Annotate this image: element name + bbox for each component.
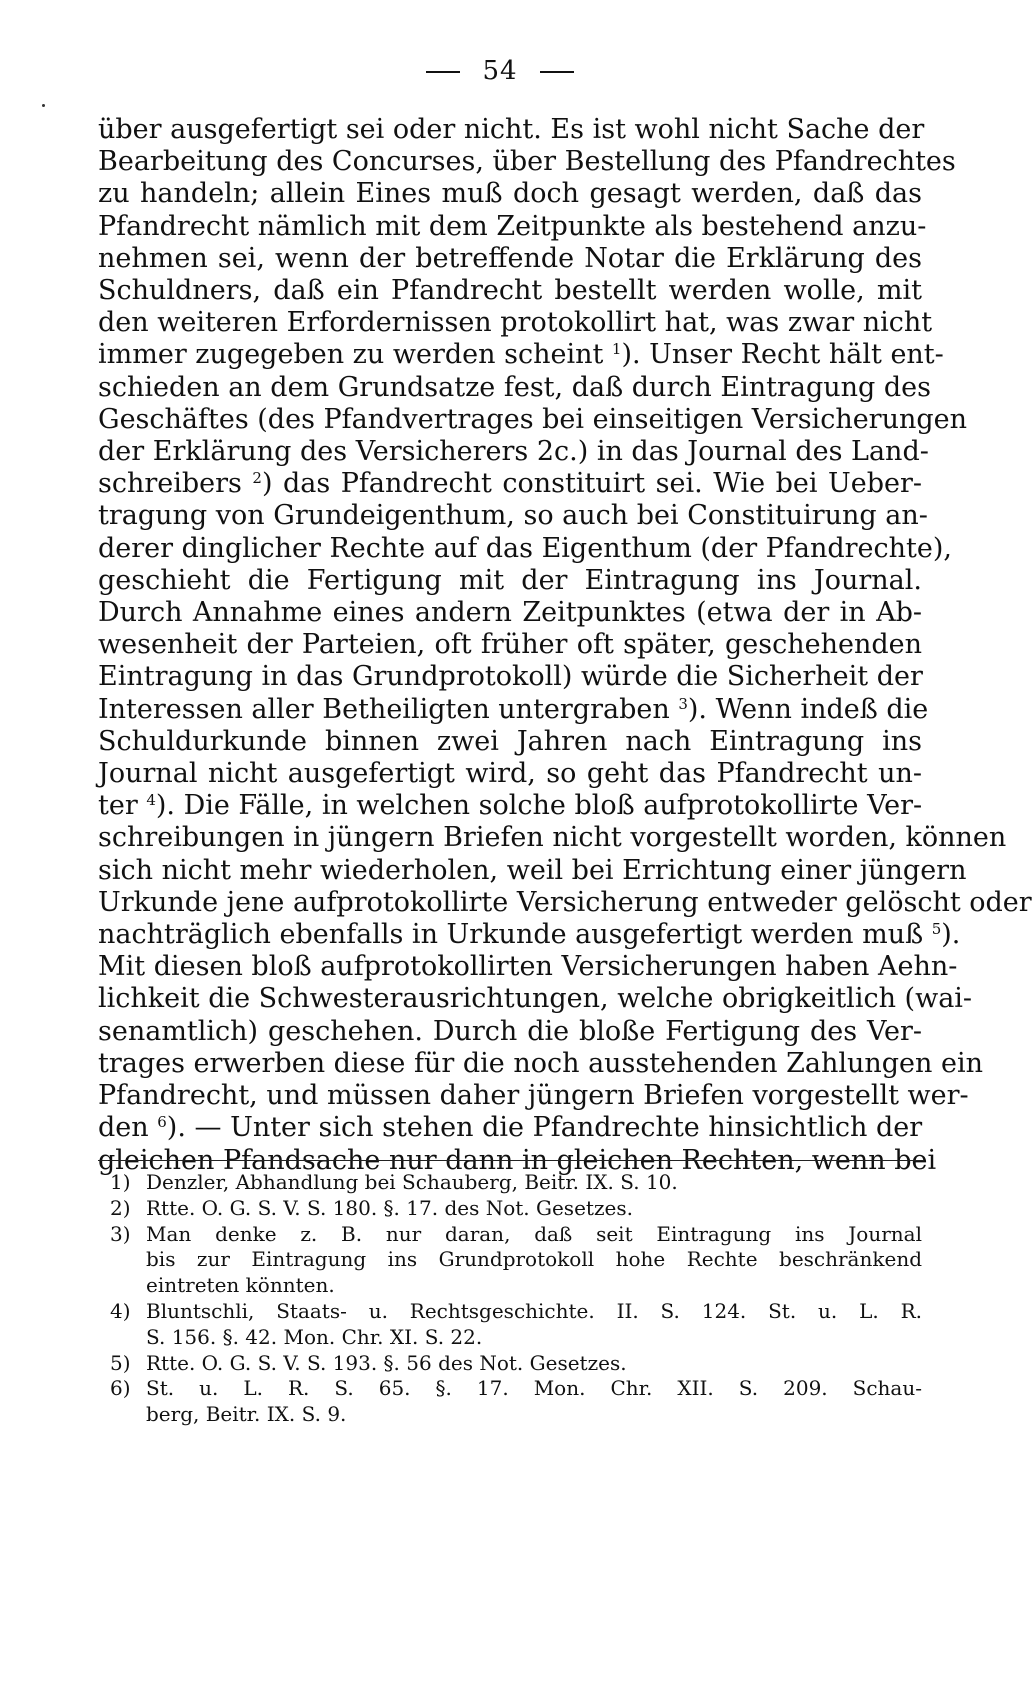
text-line: schreibungen in jüngern Briefen nicht vorgestellt worden, können: [98, 822, 1007, 854]
footnote-line: 1) Denzler, Abhandlung bei Schauberg, Beitr. IX. S. 10.: [110, 1170, 678, 1194]
page-number: [0, 56, 1000, 86]
footnote: [110, 1222, 922, 1299]
text-line: Geschäftes (des Pfandvertrages bei einseitigen Versicherungen: [98, 403, 968, 435]
footnote-ref: 3: [678, 694, 688, 713]
footnotes: [110, 1170, 922, 1428]
text-line: Eintragung in das Grundprotokoll) würde die Sicherheit der: [98, 661, 923, 693]
text-line: lichkeit die Schwesterausrichtungen, welche obrigkeitlich (wai-: [98, 983, 973, 1015]
text-line: nehmen sei, wenn der betreffende Notar die Erklärung des: [98, 242, 922, 274]
text-line: Schuldners, daß ein Pfandrecht bestellt werden wolle, mit: [98, 275, 922, 307]
text-line: Pfandrecht nämlich mit dem Zeitpunkte als bestehend anzu-: [98, 210, 927, 242]
footnote-ref: 1: [611, 340, 622, 359]
text-line: derer dinglicher Rechte auf das Eigenthum (der Pfandrechte),: [98, 532, 952, 564]
text-line: trages erwerben diese für die noch ausstehenden Zahlungen ein: [98, 1047, 983, 1079]
footnote-number: 5): [110, 1350, 131, 1375]
footnote-line: berg, Beitr. IX. S. 9.: [146, 1402, 347, 1427]
page-number-value: 54: [482, 56, 518, 86]
text-line: immer zugegeben zu werden scheint $^1$). Unser Recht hält ent-: [98, 339, 944, 371]
text-line: Pfandrecht, und müssen daher jüngern Briefen vorgestellt wer-: [98, 1080, 969, 1112]
text-line: sich nicht mehr wiederholen, weil bei Errichtung einer jüngern: [98, 854, 967, 886]
text-line: Bearbeitung des Concurses, über Bestellung des Pfandrechtes: [98, 146, 956, 178]
text-line: den $^6$). — Unter sich stehen die Pfandrechte hinsichtlich der: [98, 1112, 923, 1144]
footnote-number: 2): [110, 1195, 131, 1220]
footnote: [110, 1196, 922, 1222]
footnote-line: S. 156. §. 42. Mon. Chr. XI. S. 22.: [146, 1324, 483, 1349]
footnote-line: 2) Rtte. O. G. S. V. S. 180. §. 17. des Not. Gesetzes.: [110, 1195, 633, 1220]
text-line: zu handeln; allein Eines muß doch gesagt werden, daß das: [98, 178, 922, 210]
text-line: Durch Annahme eines andern Zeitpunktes (etwa der in Ab-: [98, 597, 922, 629]
main-text: [98, 114, 1032, 1177]
text-line: gleichen Pfandsache nur dann in gleichen Rechten, wenn bei: [98, 1144, 937, 1176]
text-line: nachträglich ebenfalls in Urkunde ausgefertigt werden muß $^5$).: [98, 919, 961, 951]
text-line: Urkunde jene aufprotokollirte Versicherung entweder gelöscht oder: [98, 886, 1032, 918]
text-line: Mit diesen bloß aufprotokollirten Versicherungen haben Aehn-: [98, 951, 958, 983]
text-line: Journal nicht ausgefertigt wird, so geht das Pfandrecht un-: [98, 758, 922, 790]
footnote-ref: 6: [157, 1113, 167, 1132]
footnote-number: 1): [110, 1170, 131, 1194]
text-line: der Erklärung des Versicherers 2c.) in das Journal des Land-: [98, 436, 929, 468]
footnote-number: 4): [110, 1298, 131, 1323]
footnote-line: 6) St. u. L. R. S. 65. §. 17. Mon. Chr. XII. S. 209. Schau-: [110, 1376, 922, 1401]
footnote-line: bis zur Eintragung ins Grundprotokoll hohe Rechte beschränkend: [146, 1247, 922, 1272]
footnote-rule: [98, 1160, 924, 1161]
ink-speck: [42, 104, 45, 107]
text-line: wesenheit der Parteien, oft früher oft später, geschehenden: [98, 629, 922, 661]
text-line: Schuldurkunde binnen zwei Jahren nach Eintragung ins: [98, 725, 922, 757]
text-line: schieden an dem Grundsatze fest, daß durch Eintragung des: [98, 371, 932, 403]
text-line: den weiteren Erfordernissen protokollirt hat, was zwar nicht: [98, 307, 933, 339]
text-line: Interessen aller Betheiligten untergraben $^3$). Wenn indeß die: [98, 693, 929, 725]
footnote: [110, 1351, 922, 1377]
text-line: ter $^4$). Die Fälle, in welchen solche bloß aufprotokollirte Ver-: [98, 790, 923, 822]
footnote-ref: 4: [146, 791, 156, 810]
footnote: [110, 1170, 922, 1196]
text-line: über ausgefertigt sei oder nicht. Es ist wohl nicht Sache der: [98, 114, 925, 145]
footnote: [110, 1376, 922, 1428]
dash-right: [540, 71, 574, 73]
footnote-line: eintreten könnten.: [146, 1273, 335, 1298]
footnote-line: 3) Man denke z. B. nur daran, daß seit Eintragung ins Journal: [110, 1221, 922, 1246]
dash-left: [426, 71, 460, 73]
text-line: schreibers $^2$) das Pfandrecht constituirt sei. Wie bei Ueber-: [98, 468, 922, 500]
footnote-ref: 2: [252, 469, 262, 488]
footnote-ref: 5: [931, 920, 942, 939]
text-line: senamtlich) geschehen. Durch die bloße Fertigung des Ver-: [98, 1015, 922, 1047]
text-line: tragung von Grundeigenthum, so auch bei Constituirung an-: [98, 500, 928, 532]
footnote-line: 4) Bluntschli, Staats- u. Rechtsgeschichte. II. S. 124. St. u. L. R.: [110, 1298, 922, 1323]
footnote-line: 5) Rtte. O. G. S. V. S. 193. §. 56 des Not. Gesetzes.: [110, 1350, 627, 1375]
footnote-number: 6): [110, 1376, 131, 1401]
footnote-number: 3): [110, 1221, 131, 1246]
footnote: [110, 1299, 922, 1351]
text-line: geschieht die Fertigung mit der Eintragung ins Journal.: [98, 564, 922, 596]
